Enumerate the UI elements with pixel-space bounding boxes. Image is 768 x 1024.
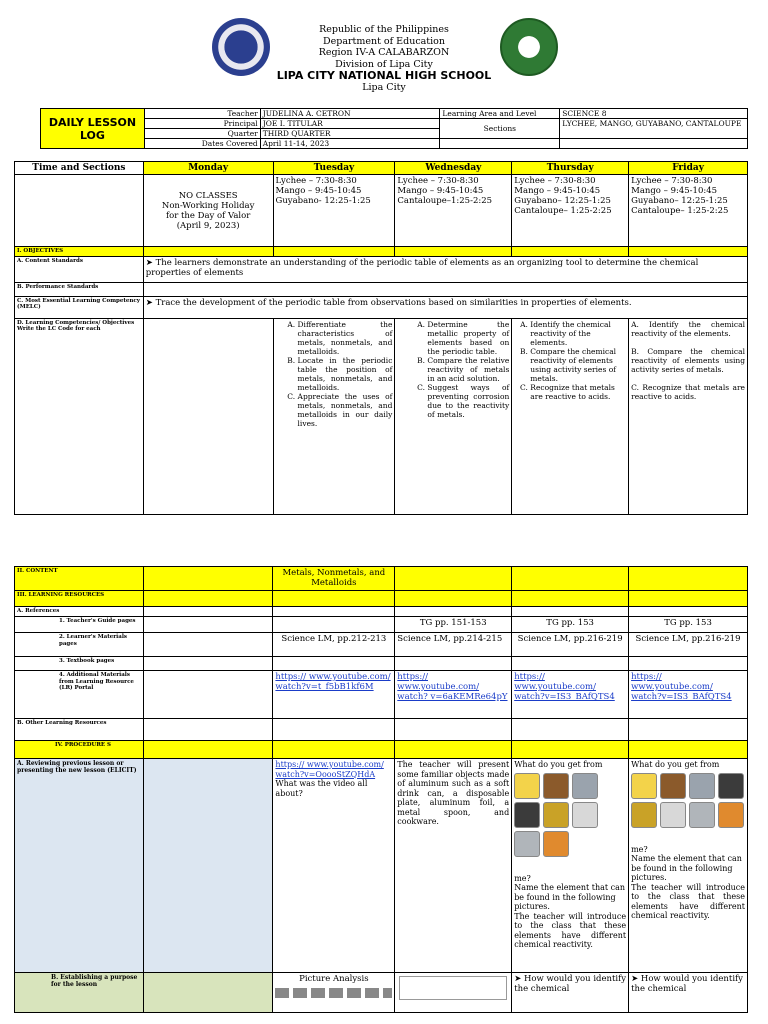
resources-procedures-table — [14, 566, 748, 1013]
objective-item: C. Recognize that metals are reactive to acids. — [631, 382, 745, 401]
monday-header: Monday — [143, 162, 273, 175]
tg-pages-label: 1. Teacher's Guide pages — [15, 617, 144, 633]
video-link-friday[interactable]: https:// www.youtube.com/ watch?v=IS3_BAfQTS4 — [631, 672, 732, 702]
schedule-line: Lychee – 7:30-8:30 — [631, 176, 713, 186]
schedule-line: Mango – 9:45-10:45 — [275, 186, 362, 196]
schedule-line: Cantaloupe– 1:25-2:25 — [631, 206, 729, 216]
objectives-table — [14, 161, 748, 515]
elicit-question: What do you get from — [631, 760, 720, 769]
content-standards-label: A. Content Standards — [15, 256, 144, 282]
thursday-objectives — [512, 318, 629, 514]
objective-item: A. Differentiate the characteristics of metals, nonmetals, and metalloids. — [298, 320, 393, 356]
lesson-info-table — [40, 108, 748, 149]
sections-value: LYCHEE, MANGO, GUYABANO, CANTALOUPE — [560, 119, 748, 139]
content-tuesday: Metals, Nonmetals, and Metalloids — [273, 567, 395, 591]
objective-item: B. Locate in the periodic table the position of metals, nonmetals, and metalloids. — [298, 356, 393, 392]
monday-line: (April 9, 2023) — [176, 220, 240, 231]
pencil-image — [718, 802, 744, 828]
lm-tuesday: Science LM, pp.212-213 — [273, 633, 395, 657]
lm-friday: Science LM, pp.216-219 — [629, 633, 748, 657]
dates-label: Dates Covered — [144, 139, 260, 149]
schedule-line: Cantaloupe– 1:25-2:25 — [514, 206, 612, 216]
time-sections-header: Time and Sections — [15, 162, 144, 175]
objective-item: A. Identify the chemical reactivity of the elements. — [631, 319, 745, 338]
schedule-line: Lychee – 7:30-8:30 — [397, 176, 479, 186]
references-label: A. References — [15, 607, 144, 617]
objective-item: B. Compare the chemical reactivity of elements using activity series of metals. — [530, 347, 626, 383]
video-link-tuesday[interactable]: https:// www.youtube.com/ watch?v=t_f5bB1kf6M — [275, 672, 391, 692]
objective-item: C. Suggest ways of preventing corrosion due to the reactivity of metals. — [427, 383, 509, 419]
element-pictures — [514, 773, 626, 857]
tuesday-schedule — [273, 175, 395, 247]
school-header — [0, 24, 768, 93]
objective-item: C. Recognize that metals are reactive to acids. — [530, 383, 626, 401]
monday-schedule — [143, 175, 273, 247]
purpose-tuesday — [273, 973, 395, 1013]
elicit-instruction: Name the element that can be found in the following pictures. — [514, 883, 626, 911]
tg-wednesday: TG pp. 151-153 — [395, 617, 512, 633]
school-name: LIPA CITY NATIONAL HIGH SCHOOL — [276, 69, 492, 82]
tuesday-header: Tuesday — [273, 162, 395, 175]
schedule-line: Guyabano– 12:25-1:25 — [631, 196, 728, 206]
melc-label: C. Most Essential Learning Competency (MELC) — [15, 296, 144, 318]
thursday-header: Thursday — [512, 162, 629, 175]
picture-analysis-title: Picture Analysis — [299, 974, 369, 984]
other-resources-label: B. Other Learning Resources — [15, 719, 144, 741]
monday-line: for the Day of Valor — [165, 210, 251, 221]
dates-value: April 11-14, 2023 — [260, 139, 440, 149]
learning-competencies-label: D. Learning Competencies/ Objectives Write the LC Code for each — [15, 318, 144, 514]
monday-line: Non-Working Holiday — [161, 200, 255, 211]
lr-portal-label: 4. Additional Materials from Learning Resource (LR) Portal — [15, 671, 144, 719]
friday-schedule — [629, 175, 748, 247]
area-label: Learning Area and Level — [440, 109, 560, 119]
schedule-line: Guyabano- 12:25-1:25 — [275, 196, 371, 206]
video-link-wednesday[interactable]: https:// www.youtube.com/ watch? v=6aKEMRe64pY — [397, 672, 508, 702]
elicit-question: What was the video all about? — [275, 779, 368, 798]
header-line-1: Republic of the Philippines — [319, 24, 449, 35]
elicit-wednesday: The teacher will present some familiar objects made of aluminum such as a soft drink can, a disposable plate, aluminum foil, a metal spoon, and cookware. — [395, 759, 512, 973]
schedule-line: Lychee – 7:30-8:30 — [514, 176, 596, 186]
lm-wednesday: Science LM, pp.214-215 — [395, 633, 512, 657]
friday-header: Friday — [629, 162, 748, 175]
learning-resources-label: III. LEARNING RESOURCES — [15, 591, 144, 607]
objective-item: C. Appreciate the uses of metals, nonmetals, and metalloids in our daily lives. — [298, 392, 393, 428]
objective-item: A. Identify the chemical reactivity of the elements. — [530, 320, 626, 347]
purpose-label: B. Establishing a purpose for the lesson — [15, 973, 144, 1013]
header-line-3: Region IV-A CALABARZON — [318, 47, 450, 58]
wire-image — [543, 802, 569, 828]
procedures-label: IV. PROCEDURE S — [15, 741, 144, 759]
tuesday-objectives — [273, 318, 395, 514]
friday-objectives — [629, 318, 748, 514]
element-pictures — [631, 773, 745, 828]
milk-image — [543, 773, 569, 799]
purpose-thursday: ➤ How would you identify the chemical — [512, 973, 629, 1013]
wednesday-objectives — [395, 318, 512, 514]
performance-standards-label: B. Performance Standards — [15, 282, 144, 296]
objective-item: B. Compare the chemical reactivity of elements using activity series of metals. — [631, 346, 745, 374]
pencil-image — [543, 831, 569, 857]
principal-label: Principal — [144, 119, 260, 129]
can-image — [689, 773, 715, 799]
elicit-friday — [629, 759, 748, 973]
elicit-question: What do you get from — [514, 760, 603, 769]
elicit-video-link[interactable]: https:// www.youtube.com/ watch?v=OoooStZQHdA — [275, 760, 384, 779]
teacher-value: JUDELINA A. CETRON — [260, 109, 440, 119]
dll-title: DAILY LESSON LOG — [41, 109, 145, 149]
video-link-thursday[interactable]: https:// www.youtube.com/ watch?v=IS3_BAfQTS4 — [514, 672, 615, 702]
pot-image — [514, 831, 540, 857]
battery-image — [718, 773, 744, 799]
teacher-label: Teacher — [144, 109, 260, 119]
principal-value: JOE I. TITULAR — [260, 119, 440, 129]
purpose-friday: ➤ How would you identify the chemical — [629, 973, 748, 1013]
tg-thursday: TG pp. 153 — [512, 617, 629, 633]
elicit-me: me? — [631, 844, 648, 854]
schedule-line: Mango – 9:45-10:45 — [397, 186, 484, 196]
melc-text: ➤ Trace the development of the periodic table from observations based on similarities in properties of elements. — [143, 296, 747, 318]
elicit-me: me? — [514, 873, 531, 883]
banana-image — [631, 773, 657, 799]
header-line-4: Division of Lipa City — [335, 58, 433, 70]
thursday-schedule — [512, 175, 629, 247]
quarter-value: THIRD QUARTER — [260, 129, 440, 139]
header-line-2: Department of Education — [323, 35, 445, 47]
observation-table-image — [399, 976, 507, 1000]
sections-label: Sections — [440, 119, 560, 139]
schedule-line: Mango – 9:45-10:45 — [514, 186, 601, 196]
elicit-intro: The teacher will introduce to the class that these elements have different chemical reactivity. — [631, 882, 745, 920]
battery-image — [514, 802, 540, 828]
area-value: SCIENCE 8 — [560, 109, 748, 119]
elicit-label: A. Reviewing previous lesson or presenting the new lesson (ELICIT) — [15, 759, 144, 973]
schedule-line: Mango – 9:45-10:45 — [631, 186, 718, 196]
pot-image — [689, 802, 715, 828]
quarter-label: Quarter — [144, 129, 260, 139]
bulb-image — [572, 802, 598, 828]
schedule-line: Cantaloupe–1:25-2:25 — [397, 196, 493, 206]
header-city: Lipa City — [362, 81, 406, 93]
textbook-pages-label: 3. Textbook pages — [15, 657, 144, 671]
schedule-line: Guyabano– 12:25-1:25 — [514, 196, 611, 206]
milk-image — [660, 773, 686, 799]
bulb-image — [660, 802, 686, 828]
elicit-instruction: Name the element that can be found in the following pictures. — [631, 854, 742, 882]
objectives-label: I. OBJECTIVES — [15, 247, 144, 257]
elicit-thursday — [512, 759, 629, 973]
lm-pages-label: 2. Learner's Materials pages — [15, 633, 144, 657]
can-image — [572, 773, 598, 799]
content-label: II. CONTENT — [15, 567, 144, 591]
lm-thursday: Science LM, pp.216-219 — [512, 633, 629, 657]
wednesday-schedule — [395, 175, 512, 247]
banana-image — [514, 773, 540, 799]
tg-friday: TG pp. 153 — [629, 617, 748, 633]
metal-pictures — [275, 988, 392, 998]
objective-item: A. Determine the metallic property of elements based on the periodic table. — [427, 320, 509, 356]
monday-line: NO CLASSES — [178, 190, 238, 201]
elicit-intro: The teacher will introduce to the class that these elements have different chemical reactivity. — [514, 911, 627, 949]
content-standards-text: ➤ The learners demonstrate an understanding of the periodic table of elements as an organizing tool to determine the chemical properties of elements — [143, 256, 747, 282]
schedule-line: Lychee – 7:30-8:30 — [275, 176, 357, 186]
objective-item: B. Compare the relative reactivity of metals in an acid solution. — [427, 356, 509, 383]
wire-image — [631, 802, 657, 828]
wednesday-header: Wednesday — [395, 162, 512, 175]
elicit-tuesday — [273, 759, 395, 973]
